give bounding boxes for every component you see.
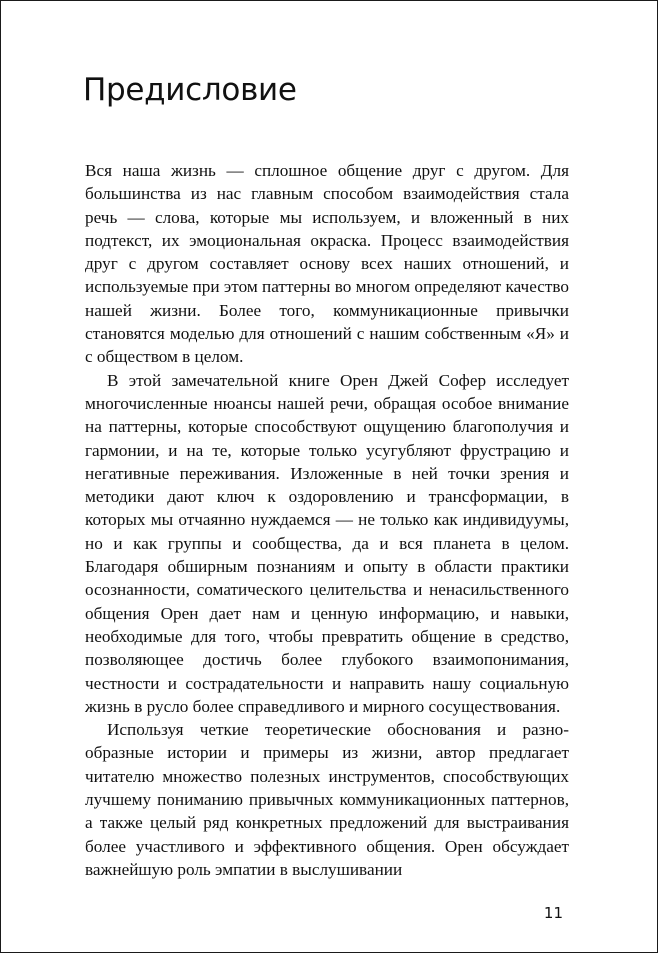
page-number: 11 bbox=[543, 904, 563, 922]
body-text bbox=[85, 159, 569, 881]
page-title: Предисловие bbox=[83, 72, 297, 108]
paragraph-1: Вся наша жизнь — сплошное общение друг с другом. Для большинства из нас главным способом взаимодействия стала речь — слова, которые мы используем, и вложенный в них подтекст, их эмоциональная окраска. Процесс взаимодействия друг с другом составляет основу всех наших отношений, и используемые при этом паттерны во многом определяют качество нашей жизни. Более того, коммуникационные привычки становятся моделью для отношений с нашим собственным «Я» и с обществом в целом. bbox=[85, 161, 569, 367]
paragraph-2: В этой замечательной книге Орен Джей Софер исследует многочисленные нюансы нашей речи, обращая особое внимание на паттерны, которые способствуют ощущению благополучия и гармонии, и на те, которые только усугубляют фрустрацию и негативные переживания. Изложенные в ней точки зрения и методики дают ключ к оздоровлению и трансформации, в которых мы отчаянно нуждаемся — не только как индивидуумы, но и как группы и сообщества, да и вся планета в целом. Благодаря обширным познаниям и опыту в области практики осознанности, соматического целительства и ненасильственного общения Орен дает нам и ценную информацию, и навыки, необходимые для того, чтобы превратить общение в средство, позволяющее достичь более глубокого взаимопонимания, честности и сострадательности и направить нашу социальную жизнь в русло более справедливого и мирного сосуществования. bbox=[85, 370, 569, 716]
paragraph-3: Используя четкие теоретические обоснования и разнообразные истории и примеры из жизни, автор предлагает читателю множество полезных инструментов, способствующих лучшему пониманию привычных коммуникационных паттернов, а также целый ряд конкретных предложений для выстраивания более участливого и эффективного общения. Орен обсуждает важнейшую роль эмпатии в выслушивании bbox=[85, 720, 569, 879]
